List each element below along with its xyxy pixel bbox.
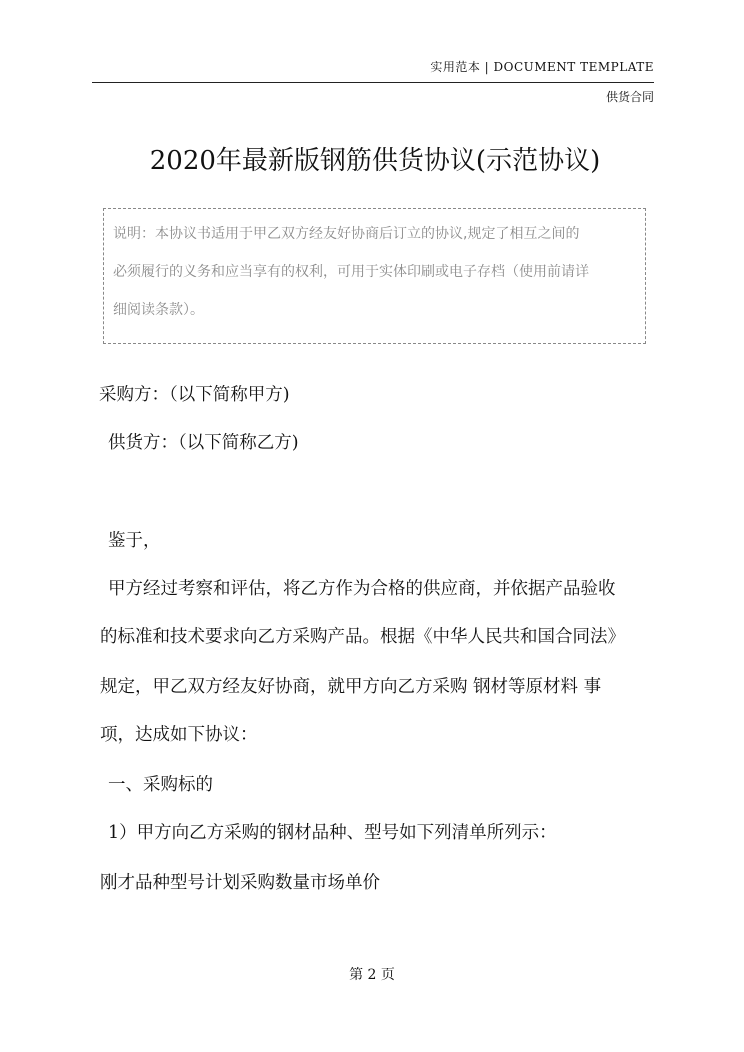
buyer-line: 采购方：（以下简称甲方) xyxy=(99,385,290,405)
paragraph-1-line-1: 甲方经过考察和评估，将乙方作为合格的供应商，并依据产品验收 xyxy=(108,579,616,599)
table-header-line: 刚才品种型号计划采购数量市场单价 xyxy=(100,873,380,893)
note-line-2: 必须履行的义务和应当享有的权利，可用于实体印刷或电子存档（使用前请详 xyxy=(113,264,589,280)
section-1-heading: 一、采购标的 xyxy=(108,775,213,795)
header-category: 供货合同 xyxy=(605,90,654,104)
paragraph-1-line-4: 项，达成如下协议： xyxy=(100,725,258,745)
paragraph-1-line-2: 的标准和技术要求向乙方采购产品。根据《中华人民共和国合同法》 xyxy=(100,627,625,647)
whereas-line: 鉴于， xyxy=(108,531,161,551)
page-number: 第 2 页 xyxy=(349,967,395,983)
item-1-line: 1）甲方向乙方采购的钢材品种、型号如下列清单所列示： xyxy=(108,823,557,843)
header-divider xyxy=(92,82,654,83)
supplier-line: 供货方：（以下简称乙方) xyxy=(108,433,299,453)
instruction-note-box xyxy=(103,208,646,344)
note-line-1: 说明：本协议书适用于甲乙双方经友好协商后订立的协议,规定了相互之间的 xyxy=(113,226,580,242)
paragraph-1-line-3: 规定，甲乙双方经友好协商，就甲方向乙方采购 钢材等原材料 事 xyxy=(100,677,602,697)
document-title: 2020年最新版钢筋供货协议(示范协议) xyxy=(149,146,601,176)
note-line-3: 细阅读条款）。 xyxy=(113,302,204,318)
header-template-label: 实用范本 | DOCUMENT TEMPLATE xyxy=(430,60,654,74)
